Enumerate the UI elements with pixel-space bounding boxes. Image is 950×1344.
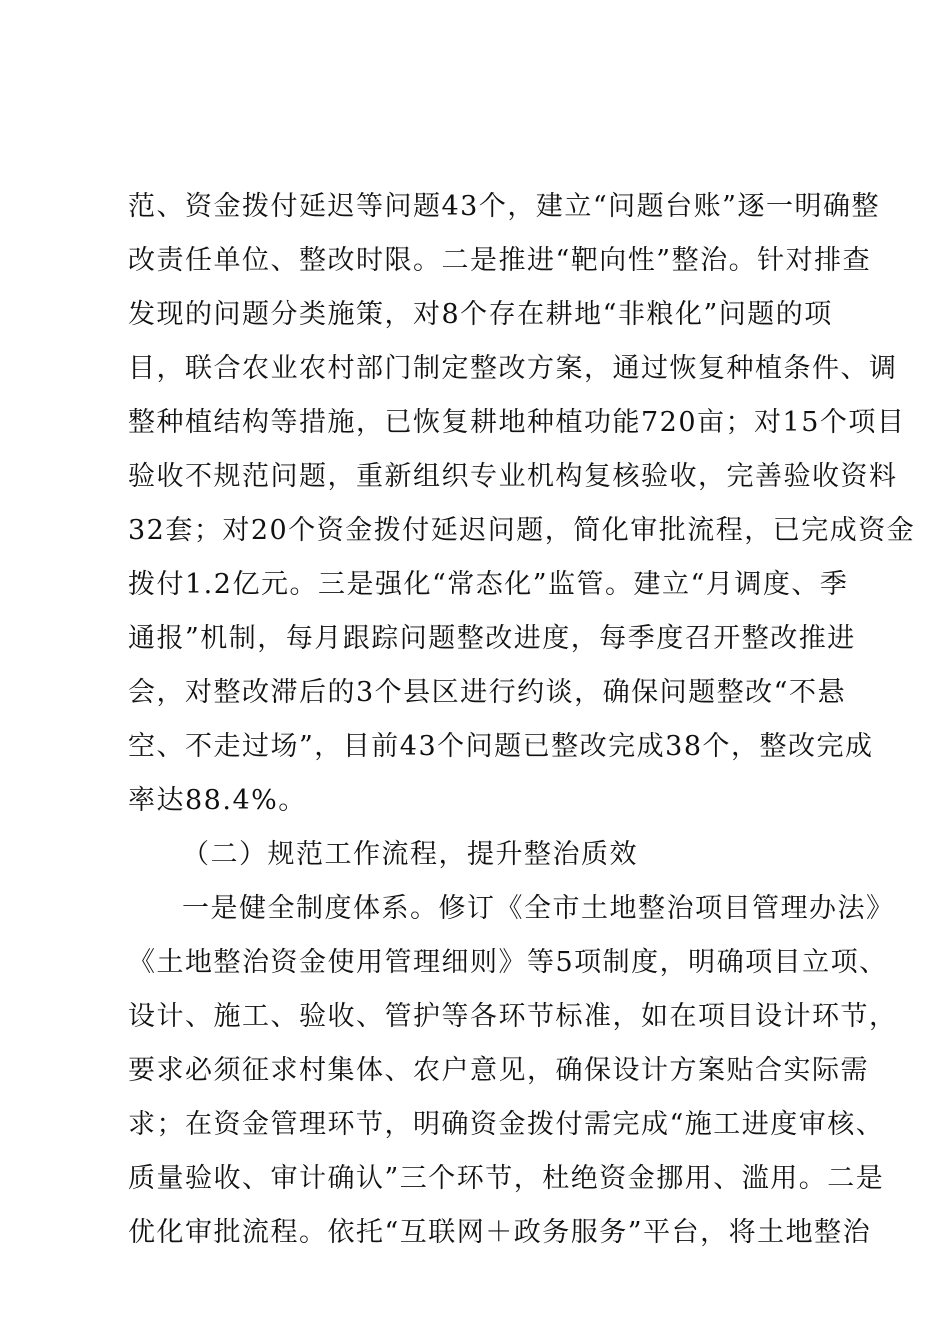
text-line: 一是健全制度体系。修订《全市土地整治项目管理办法》 <box>182 893 895 924</box>
text-line: 质量验收、审计确认”三个环节，杜绝资金挪用、滥用。二是 <box>128 1163 885 1194</box>
text-line: 32套；对20个资金拨付延迟问题，简化审批流程，已完成资金 <box>128 515 916 546</box>
text-line: 要求必须征求村集体、农户意见，确保设计方案贴合实际需 <box>128 1055 869 1086</box>
text-line: 发现的问题分类施策，对8个存在耕地“非粮化”问题的项 <box>128 299 833 330</box>
text-line: 空、不走过场”，目前43个问题已整改完成38个，整改完成 <box>128 731 874 762</box>
text-line: 优化审批流程。依托“互联网＋政务服务”平台，将土地整治 <box>128 1217 872 1248</box>
text-line: 整种植结构等措施，已恢复耕地种植功能720亩；对15个项目 <box>128 407 906 438</box>
text-line: 率达88.4%。 <box>128 785 307 816</box>
text-line: 改责任单位、整改时限。二是推进“靶向性”整治。针对排查 <box>128 245 872 276</box>
section-heading: （二）规范工作流程，提升整治质效 <box>182 839 638 870</box>
text-line: 拨付1.2亿元。三是强化“常态化”监管。建立“月调度、季 <box>128 569 849 600</box>
text-line: 求；在资金管理环节，明确资金拨付需完成“施工进度审核、 <box>128 1109 885 1140</box>
text-line: 通报”机制，每月跟踪问题整改进度，每季度召开整改推进 <box>128 623 856 654</box>
text-line: 《土地整治资金使用管理细则》等5项制度，明确项目立项、 <box>128 947 888 978</box>
text-line: 验收不规范问题，重新组织专业机构复核验收，完善验收资料 <box>128 461 898 492</box>
text-line: 会，对整改滞后的3个县区进行约谈，确保问题整改“不悬 <box>128 677 846 708</box>
document-body <box>128 180 916 1260</box>
text-line: 设计、施工、验收、管护等各环节标准，如在项目设计环节， <box>128 1001 898 1032</box>
text-line: 范、资金拨付延迟等问题43个，建立“问题台账”逐一明确整 <box>128 191 880 222</box>
text-line: 目，联合农业农村部门制定整改方案，通过恢复种植条件、调 <box>128 353 898 384</box>
